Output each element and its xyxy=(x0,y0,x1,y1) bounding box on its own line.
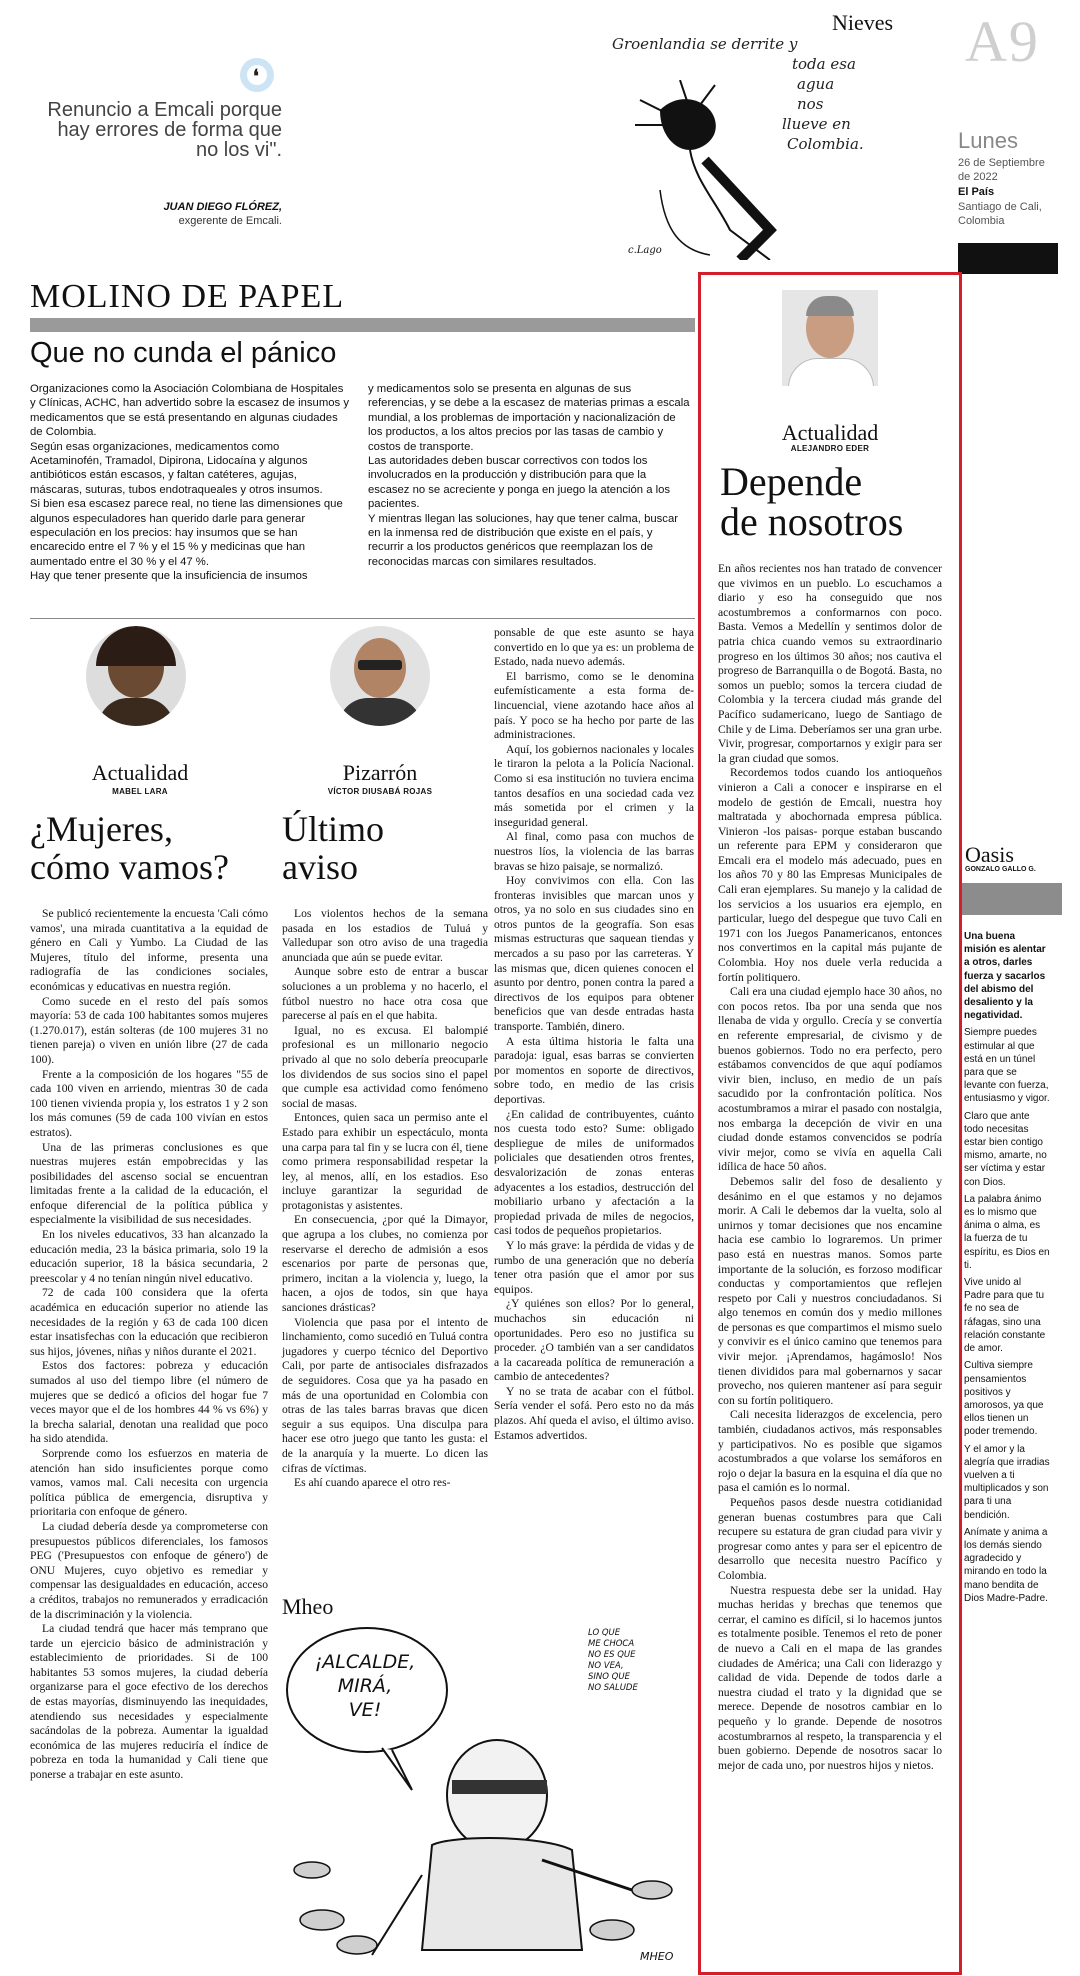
byline-eder: ALEJANDRO EDER xyxy=(790,444,870,453)
author-photo-diusaba xyxy=(330,626,430,726)
paragraph: 72 de cada 100 considera que la oferta académica en educación superior no atiende las necesidades de la región y 63 de cada 100 dicen estar insatisfechas con la educación que recibieron sus hijos, jóvenes, niñas y niños durante el 2021. xyxy=(30,1286,268,1358)
paragraph: Es ahí cuando aparece el otro res- xyxy=(294,1476,451,1490)
paragraph: Si bien esa escasez parece real, no tiene las dimensiones que algunos especuladores han querido darle para generar especulación en los precios: hay insumos que se han encarecido entre el 7 % y el 15 % y medicinas que han aumentado entre el 30 % y el 47 %. xyxy=(30,498,343,568)
bubble-line: VE! xyxy=(348,1699,382,1721)
cartoon-top-signature: c.Lago xyxy=(628,245,662,256)
cartoon-bubble-right xyxy=(588,1628,678,1694)
caption-line: nos xyxy=(797,95,824,113)
headline-line: aviso xyxy=(282,847,358,887)
byline-lara: MABEL LARA xyxy=(112,787,168,796)
column-body-diusaba-a xyxy=(282,907,488,1491)
caption-line: Groenlandia se derrite y xyxy=(612,35,798,53)
caption-line: Colombia. xyxy=(787,135,864,153)
kicker-lara: Actualidad xyxy=(91,760,189,785)
cartoon-bottom-signature: MHEO xyxy=(640,1950,674,1963)
author-photo-eder xyxy=(782,290,878,386)
paragraph: Se publicó recientemente la encuesta 'Cali cómo vamos', una mirada cuantitativa a la equidad de género en Cali y Yumbo. La Ciudad de las Mujeres, título del informe, presenta una radiografía de las condiciones sociales, económicas y educativas en nuestra región. xyxy=(30,907,268,993)
paragraph: y medicamentos solo se presenta en algunas de sus referencias, y se debe a la escasez de materias primas a escala mundial, a los problemas de importación y nacionalización de los productos, a los altos precios por las tasas de cambio y costos de transporte. xyxy=(368,383,690,453)
date-line-1: 26 de Septiembre xyxy=(958,157,1045,169)
paragraph: Sorprende como los esfuerzos en materia de atención han sido insuficientes porque como vamos, vamos mal. Cali necesita con urgencia política pública de emergencia, disruptiva y prioritaria con enfoque de género. xyxy=(30,1446,268,1519)
editorial-col-2 xyxy=(368,382,690,569)
column-body-eder xyxy=(718,562,942,1773)
headline-eder xyxy=(720,459,960,544)
paragraph: La ciudad tendrá que hacer más temprano que tarde un ejercicio básico de administración y establecimiento de prioridades. Si de 100 habitantes 53 somos mujeres, la ciudad debería organizarse para el goce efectivo de los derechos de estas mayorías, disminuyendo las inequidades, atendiendo sus necesidades y especialmente sacándolas de la pobreza. Aumentar la igualdad económica de las mujeres reduciría el índice de pobreza en toda la humanidad y Cali tiene que ponerse a trabajar en este asunto. xyxy=(30,1622,268,1782)
column-body-lara xyxy=(30,907,268,1783)
paragraph: Entonces, quien saca un permiso ante el Estado para exhibir un espectáculo, monta una carpa para tal fin y se lucra con él, tiene como primera responsabilidad respetar la ley, al menos, allí, en los estadios. Eso incluye garantizar la seguridad de protagonistas y asistentes. xyxy=(282,1111,488,1212)
bubble-line: NO VEA, xyxy=(588,1661,624,1671)
paragraph: Al final, como pasa con muchos de nuestros líos, la violencia de las barras bravas se hizo paisaje, se normalizó. xyxy=(494,830,694,873)
kicker-eder: Actualidad xyxy=(781,420,879,445)
paragraph: Organizaciones como la Asociación Colombiana de Hospitales y Clínicas, ACHC, han advertido sobre la escasez de insumos y medicamentos que se está presentando en algunas ciudades de Colombia. xyxy=(30,383,349,439)
city-name: Santiago de Cali, xyxy=(958,201,1042,213)
bubble-line: NO ES QUE xyxy=(588,1650,636,1660)
paragraph: ¿En calidad de contribuyentes, cuánto nos cuesta todo esto? Sume: obligado despliegue de miles de uniformados policiales que desatienden otros frentes, desvalorización de zonas enteras adyacentes a los estadios, destrucción del mobiliario urbano y afectación a la propiedad privada de miles de negocios, casi todos de pequeños propietarios. xyxy=(494,1107,694,1238)
caption-line: llueve en xyxy=(782,115,851,133)
paragraph: Recordemos todos cuando los antioqueños vinieron a Cali a conocer e inspirarse en el modelo de gestión de Emcali, nuestra hoy maltratada y abochornada empresa pública. Vinieron -los paisas- porque estaban buscando un referente para EPM y consideraron que Emcali era el modelo más adecuado, pues en los años 70 y 80 las Empresas Municipales de Cali eran ejemplares. Su manejo y la calidad de los servicios a los usuarios era ejemplo, en particular, luego del despegue que tuvo Cali en 1971 con los Juegos Panamericanos, entonces nos convertimos en la capital más pujante de Colombia. Hoy nos duele verla reducida a fortín politiquero. xyxy=(718,766,942,984)
paragraph: Cali necesita liderazgos de excelencia, pero también, ciudadanos activos, más responsables y participativos. No es posible que sigamos acostumbrados a que volarse los semáforos en rojo o dejar la basura en la esquina el día que no pasa el camión es lo normal. xyxy=(718,1408,942,1495)
cartoon-top-title: Nieves xyxy=(832,10,894,35)
paragraph: Hay que tener presente que la insuficiencia de insumos xyxy=(30,570,308,583)
paragraph: ponsable de que este asunto se haya convertido en lo que ya es: un problema de Estado, nada nuevo además. xyxy=(494,626,694,669)
bubble-line: MIRÁ, xyxy=(337,1675,393,1697)
bubble-line: SINO QUE xyxy=(588,1672,630,1682)
paragraph: Hoy convivimos con ella. Con las fronteras invisibles que marcan unos y otros, ya no solo en sus ciudades sino en otros puntos de la geografía. Son esas mismas estructuras que saquean tiendas y mercados a su paso por las carreteras. Y las mismas que, dicen quienes conocen el asunto por dentro, ponen contra la pared a directivos de los equipos para obtener beneficios que van desde entradas hasta transporte. También, dinero. xyxy=(494,874,694,1034)
editorial-col-1 xyxy=(30,382,352,584)
headline-line: Último xyxy=(282,809,385,849)
column-body-diusaba-b xyxy=(494,626,694,1443)
paragraph: Nuestra respuesta debe ser la unidad. Hay muchas heridas y brechas que tenemos que cerrar, el camino es difícil, si lo hacemos juntos es totalmente posible. Tenemos el reto de poner de nuevo a Cali en el mapa de las grandes ciudades de América; una Cali con liderazgo y calidad de vida. Depende de todos darle a nuestra ciudad el trato y la dignidad que se merece. Depende de nosotros cambiar en lo pequeño y lo grande. Depende de nosotros acostumbrarnos al respeto, la transparencia y el buen gobierno. Depende de nosotros sacar lo mejor de cada uno, por nuestros hijos y nietos. xyxy=(718,1583,942,1772)
date-line-2: de 2022 xyxy=(958,171,998,183)
paragraph: Cali era una ciudad ejemplo hace 30 años, no con pocos retos. Iba por una senda que nos llenaba de vida y orgullo. Crecía y se convertía en referente empresarial, de civismo y de buenos gobiernos. Todo no era perfecto, pero estábamos convencidos de que aquí podíamos vivir bien, incluso, en medio de un país sacudido por la confrontación política. Nos acostumbramos a mirar el pasado con nostalgia, nos embarga la decepción de vivir en una ciudad donde estamos convencidos se podría vivir mejor, como se vivía en aquella Cali idílica de hace 50 años. xyxy=(718,985,942,1174)
paragraph: En años recientes nos han tratado de convencer que vivimos en un pueblo. Lo escuchamos a diario y eso ha conseguido que nos acostumbremos a conformarnos con poco. Basta. Vemos a Medellín y sentimos dolor de patria chica cuando vemos su extraordinario progreso en los últimos 30 años; nos cautiva el progreso de Barranquilla o de Bogotá. Basta, no somos un pueblo; somos la tercera ciudad de Colombia y la tercera ciudad más grande del Pacífico sudamericano, luego de Santiago de Chile y de Lima. Deberíamos ser una gran urbe. Vivir, progresar, comportarnos y exigir para ser la gran ciudad que somos. xyxy=(718,562,942,765)
paragraph: En los niveles educativos, 33 han alcanzado la educación media, 23 la básica primaria, solo 19 la educación superior, 18 la básica secundaria, 2 preescolar y 4 no tenían ningún nivel educativo. xyxy=(30,1228,268,1285)
lead-paragraph: Una buena misión es alentar a otros, darles fuerza y sacarlos del abismo del desaliento y la negatividad. xyxy=(964,931,1046,1022)
headline-line: Depende xyxy=(720,459,863,504)
paragraph: Vive unido al Padre para que tu fe no sea de ráfagas, sino una relación constante de amor. xyxy=(964,1277,1046,1355)
paragraph: Debemos salir del foso de desaliento y desánimo en el que estamos y no dejamos morir. A Cali le debemos dar la vuelta, solo al unirnos y tomar decisiones que nos encamine hacia ese cambio lo lograremos. Un primer paso está en nuestras manos. Somos parte importante de la solución, es forzoso modificar conductas y comportamientos que reflejen respeto por Cali y nuestros conciudadanos. Si algo tenemos en común dos y medio millones de personas es que compartimos el mismo suelo y convivir es el único camino que tenemos para vivir mejor. ¡Aprendamos, hagámoslo! Nos tienen divididos para mal gobernarnos y sacar provecho, nos quieren mantener así para seguir con su fortín politiquero. xyxy=(718,1174,942,1407)
quote-author: JUAN DIEGO FLÓREZ, xyxy=(163,201,282,213)
kicker-gallo: Oasis xyxy=(965,842,1014,867)
paragraph: Como sucede en el resto del país somos mayoría: 53 de cada 100 habitantes somos mujeres (1.270.017), están solteras (de 100 mujeres 31 no tienen pareja) o viven en unión libre (27 de cada 100). xyxy=(30,994,268,1066)
paragraph: Las autoridades deben buscar correctivos con todos los involucrados en la producción y distribución para que la escasez no se acreciente y ponga en juego la atención a los pacientes. xyxy=(368,455,671,511)
country-name: Colombia xyxy=(958,215,1005,227)
paragraph: En consecuencia, ¿por qué la Dimayor, que agrupa a los clubes, no comienza por reservarse el derecho de admisión a esos escenarios por parte de personas que, primero, incitan a la violencia y, luego, la hacen, a ojos de todos, sin que haya sanciones drásticas? xyxy=(282,1213,488,1315)
paragraph: Pequeños pasos desde nuestra cotidianidad generan buenas costumbres para que Cali recupere su estatura de gran ciudad para vivir y progresar como antes y para ser el epicentro de desarrollo que necesita nuestro Pacífico y Colombia. xyxy=(718,1496,942,1582)
black-tab xyxy=(958,243,1058,274)
cartoon-bottom-title: Mheo xyxy=(282,1594,334,1619)
headline-line: de nosotros xyxy=(720,499,904,544)
bubble-line: ¡ALCALDE, xyxy=(314,1651,416,1673)
paragraph: Igual, no es excusa. El balompié profesional es un millonario negocio privado al que no solo debería preocuparle los dividendos de sus socios sino el papel que cumple esa actividad como fenómeno social de masas. xyxy=(282,1023,488,1110)
paragraph: Y lo más grave: la pérdida de vidas y de rumbo de una generación que no debería tener otra pasión que el amor por sus equipos. xyxy=(494,1238,694,1296)
caption-line: agua xyxy=(797,75,835,93)
bubble-line: NO SALUDE xyxy=(588,1683,638,1693)
paragraph: Frente a la composición de los hogares "55 de cada 100 viven en arriendo, mientras 30 de cada 100 tienen vivienda propia y, los estratos 1 y 2 son los más comunes (59 de cada 100 vivían en estos estratos). xyxy=(30,1067,268,1139)
kicker-diusaba: Pizarrón xyxy=(342,760,418,785)
paragraph: Según esas organizaciones, medicamentos como Acetaminofén, Tramadol, Dipirona, Lidocaína y algunos antibióticos están escasos, y faltan catéteres, agujas, máscaras, suturas, tubos endotraqueales y otros insumos. xyxy=(30,440,323,496)
date-day: Lunes xyxy=(958,128,1018,153)
divider xyxy=(30,618,695,619)
gallo-rule xyxy=(962,883,1062,915)
headline-diusaba xyxy=(282,810,482,886)
gallo-body xyxy=(950,930,1050,1609)
paragraph: La palabra ánimo es lo mismo que ánima o alma, es la fuerza de tu espíritu, es Dios en ti. xyxy=(964,1193,1050,1271)
paragraph: Y el amor y la alegría que irradias vuelven a ti multiplicados y son para ti una bendición. xyxy=(964,1443,1050,1521)
byline-diusaba: VÍCTOR DIUSABÁ ROJAS xyxy=(327,787,433,796)
paragraph: Cultiva siempre pensamientos positivos y amorosos, ya que ellos tienen un poder tremendo. xyxy=(964,1360,1044,1438)
caption-line: toda esa xyxy=(792,55,856,73)
paragraph: Y no se trata de acabar con el fútbol. Sería vender el sofá. Pero esto no da más plazos. Ahí queda el aviso, el último aviso. Estamos advertidos. xyxy=(494,1384,694,1442)
paragraph: Los violentos hechos de la semana pasada en los estadios de Tuluá y Valledupar son otro aviso de una tragedia anunciada que aún se puede evitar. xyxy=(282,907,488,964)
paragraph: Una de las primeras conclusiones es que nuestras mujeres están empobrecidas y las posibilidades del ascenso social se encuentran limitadas frente a la calidad de la educación, el enfoque diferencial de la política pública y especialmente la visibilidad de sus necesidades. xyxy=(30,1140,268,1227)
quote-icon: ❛ xyxy=(240,58,274,92)
paragraph: La ciudad debería desde ya comprometerse con presupuestos públicos diferenciales, los famosos PEG ('Presupuestos con enfoque de género') de ONU Mujeres, cuyo objetivo es remediar y compensar las desigualdades en educación, acceso a créditos, trabajos no remunerados y erradicación de la discriminación y la violencia. xyxy=(30,1519,268,1621)
quote-text: Renuncio a Emcali porque hay errores de forma que no los vi". xyxy=(47,99,282,161)
editorial-headline: Que no cunda el pánico xyxy=(30,337,337,369)
byline-gallo: GONZALO GALLO G. xyxy=(965,866,1036,873)
cartoon-top-figure xyxy=(620,80,800,260)
paragraph: A esta última historia le falta una paradoja: igual, esas barras se convierten por momentos en soporte de directivos, sobre todo, en medio de las crisis deportivas. xyxy=(494,1034,694,1106)
section-rule xyxy=(30,318,695,332)
paper-name: El País xyxy=(958,186,995,198)
paragraph: Aquí, los gobiernos nacionales y locales le tiraron la pelota a la Policía Nacional. Como si esa institución no tuviera encima tantos desafíos en una sociedad cada vez más sometida por el crimen y la inseguridad general. xyxy=(494,742,694,829)
paragraph: Anímate y anima a los demás siendo agradecido y mirando en todo la mano bendita de Dios Madre-Padre. xyxy=(964,1526,1048,1604)
cartoon-bubble-left xyxy=(300,1650,430,1722)
paragraph: El barrismo, como se le denomina eufemísticamente a esta forma de-lincuencial, viene azotando hace años al país. Y poco se ha hecho por parte de las administraciones. xyxy=(494,669,694,742)
paragraph: ¿Y quiénes son ellos? Por lo general, muchachos sin educación ni oportunidades. Pero eso no justifica su proceder. ¿O también van a ser candidatos a la cacareada política de remuneración a cambio de antecedentes? xyxy=(494,1297,694,1384)
bubble-line: ME CHOCA xyxy=(588,1639,635,1649)
bubble-line: LO QUE xyxy=(588,1628,621,1638)
headline-line: cómo vamos? xyxy=(30,847,229,887)
quote-author-role: exgerente de Emcali. xyxy=(178,215,282,227)
page-number: A9 xyxy=(965,9,1040,74)
paragraph: Claro que ante todo necesitas estar bien contigo mismo, amarte, no ser víctima y estar con Dios. xyxy=(964,1110,1047,1188)
section-name: MOLINO DE PAPEL xyxy=(30,278,345,315)
paragraph: Aunque sobre esto de entrar a buscar soluciones a un problema y no hacerlo, el fútbol nuestro no hace otra cosa que parecerse al país en el que habita. xyxy=(282,965,488,1023)
author-photo-lara xyxy=(86,626,186,726)
paragraph: Y mientras llegan las soluciones, hay que tener calma, buscar en la inmensa red de distribución que existe en el país, y recurrir a los productos genéricos que reemplazan los de reconocidas marcas con similares resultados. xyxy=(368,512,678,568)
paragraph: Siempre puedes estimular al que está en un túnel para que se levante con fuerza, entusiasmo y vigor. xyxy=(964,1027,1050,1105)
headline-lara xyxy=(30,810,280,886)
headline-line: ¿Mujeres, xyxy=(30,809,173,849)
paragraph: Violencia que pasa por el intento de linchamiento, como sucedió en Tuluá contra jugadores y cuerpo técnico del Deportivo Cali, por parte de antisociales disfrazados de seguidores. Cosa que ya ha pasado en más de una oportunidad en Colombia con otras de las tales barras bravas que dicen seguir a sus equipos. Una disculpa para hacer ese otro juego que tanto les gusta: el de la anarquía y la muerte. Lo dicen las cifras de víctimas. xyxy=(282,1315,488,1475)
paragraph: Estos dos factores: pobreza y educación sumados al uso del tiempo libre (el número de mujeres que se dedicó a oficios del hogar fue 7 veces mayor que el de los hombres 44 % vs 6%) y la brecha salarial, denotan una realidad que poco ha sido atendida. xyxy=(30,1359,268,1446)
